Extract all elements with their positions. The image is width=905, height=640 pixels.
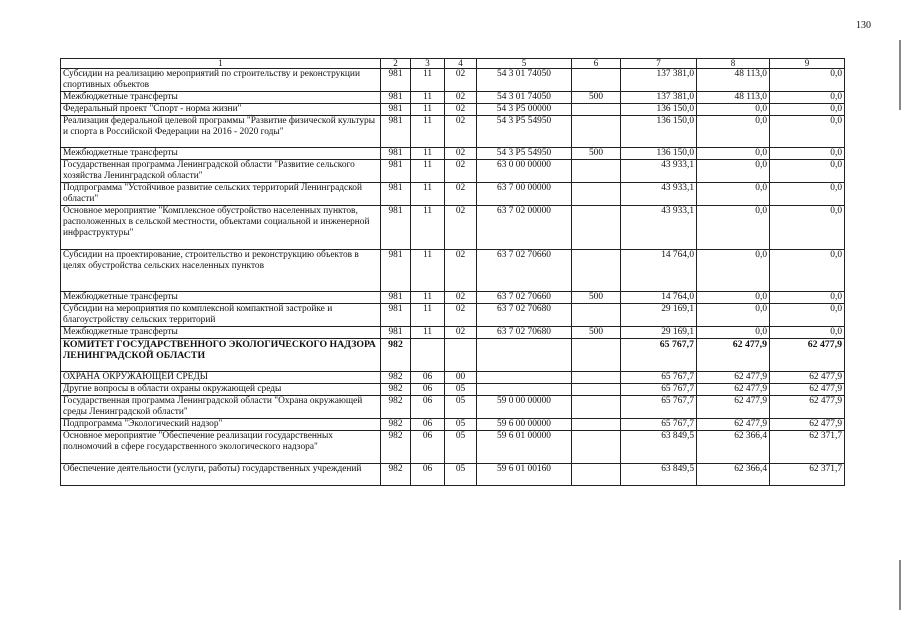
target-article-cell: 63 7 02 70680 <box>477 304 572 327</box>
target-article-cell: 59 6 01 00000 <box>477 431 572 464</box>
amount-col7-cell: 43 933,1 <box>621 183 697 206</box>
amount-col7-cell: 136 150,0 <box>621 148 697 160</box>
section-cell: 11 <box>411 104 445 116</box>
amount-col8-cell: 0,0 <box>697 327 770 339</box>
header-cell: 6 <box>572 59 621 69</box>
amount-col7-cell: 137 381,0 <box>621 92 697 104</box>
amount-col8-cell: 62 477,9 <box>697 372 770 384</box>
target-article-cell: 63 7 02 70660 <box>477 292 572 304</box>
expense-type-cell <box>572 384 621 396</box>
code-admin-cell: 982 <box>381 396 411 419</box>
table-row <box>61 372 845 384</box>
amount-col8-cell: 62 477,9 <box>697 396 770 419</box>
amount-col9-cell: 0,0 <box>770 206 845 250</box>
amount-col9-cell: 0,0 <box>770 69 845 92</box>
table-row <box>61 116 845 148</box>
target-article-cell: 63 7 02 70680 <box>477 327 572 339</box>
expense-type-cell: 500 <box>572 148 621 160</box>
amount-col9-cell: 62 371,7 <box>770 431 845 464</box>
subsection-cell <box>445 339 477 372</box>
subsection-cell: 02 <box>445 327 477 339</box>
subsection-cell: 02 <box>445 206 477 250</box>
amount-col7-cell: 65 767,7 <box>621 372 697 384</box>
page-number: 130 <box>856 20 871 31</box>
subsection-cell: 05 <box>445 396 477 419</box>
amount-col8-cell: 0,0 <box>697 160 770 183</box>
section-cell: 11 <box>411 250 445 292</box>
amount-col8-cell: 0,0 <box>697 292 770 304</box>
table-row <box>61 384 845 396</box>
section-cell: 11 <box>411 92 445 104</box>
amount-col7-cell: 63 849,5 <box>621 431 697 464</box>
row-name-cell: Субсидии на проектирование, строительство и реконструкцию объектов в целях обустройства сельских населенных пунктов <box>61 250 381 292</box>
target-article-cell <box>477 372 572 384</box>
amount-col8-cell: 0,0 <box>697 148 770 160</box>
expense-type-cell <box>572 396 621 419</box>
table-row <box>61 69 845 92</box>
section-cell: 11 <box>411 160 445 183</box>
code-admin-cell: 981 <box>381 206 411 250</box>
amount-col8-cell: 0,0 <box>697 116 770 148</box>
amount-col9-cell: 62 477,9 <box>770 372 845 384</box>
table-row <box>61 419 845 431</box>
target-article-cell: 54 3 01 74050 <box>477 69 572 92</box>
expense-type-cell <box>572 206 621 250</box>
scan-edge-mark <box>899 560 901 610</box>
section-cell: 11 <box>411 116 445 148</box>
target-article-cell: 59 6 00 00000 <box>477 419 572 431</box>
amount-col9-cell: 62 477,9 <box>770 384 845 396</box>
amount-col8-cell: 62 366,4 <box>697 431 770 464</box>
row-name-cell: Субсидии на реализацию мероприятий по строительству и реконструкции спортивных объектов <box>61 69 381 92</box>
target-article-cell: 63 7 02 70660 <box>477 250 572 292</box>
amount-col8-cell: 0,0 <box>697 104 770 116</box>
expense-type-cell: 500 <box>572 327 621 339</box>
target-article-cell: 54 3 P5 00000 <box>477 104 572 116</box>
section-cell: 11 <box>411 327 445 339</box>
section-cell: 11 <box>411 292 445 304</box>
section-cell: 06 <box>411 464 445 486</box>
table-row <box>61 160 845 183</box>
header-cell: 8 <box>697 59 770 69</box>
amount-col9-cell: 62 477,9 <box>770 396 845 419</box>
amount-col9-cell: 0,0 <box>770 304 845 327</box>
subsection-cell: 05 <box>445 464 477 486</box>
expense-type-cell <box>572 372 621 384</box>
target-article-cell: 63 7 00 00000 <box>477 183 572 206</box>
expense-type-cell <box>572 304 621 327</box>
expense-type-cell <box>572 160 621 183</box>
target-article-cell <box>477 339 572 372</box>
section-cell: 06 <box>411 419 445 431</box>
table-row <box>61 304 845 327</box>
target-article-cell: 54 3 P5 54950 <box>477 116 572 148</box>
table-row <box>61 92 845 104</box>
table-row <box>61 183 845 206</box>
amount-col9-cell: 0,0 <box>770 327 845 339</box>
code-admin-cell: 981 <box>381 183 411 206</box>
table-row <box>61 206 845 250</box>
amount-col9-cell: 62 477,9 <box>770 339 845 372</box>
amount-col8-cell: 0,0 <box>697 206 770 250</box>
amount-col7-cell: 29 169,1 <box>621 304 697 327</box>
target-article-cell: 54 3 P5 54950 <box>477 148 572 160</box>
target-article-cell <box>477 384 572 396</box>
row-name-cell: Государственная программа Ленинградской области "Охрана окружающей среды Ленинградской области" <box>61 396 381 419</box>
amount-col7-cell: 136 150,0 <box>621 116 697 148</box>
subsection-cell: 02 <box>445 160 477 183</box>
section-cell: 11 <box>411 69 445 92</box>
code-admin-cell: 982 <box>381 372 411 384</box>
expense-type-cell <box>572 464 621 486</box>
row-name-cell: Межбюджетные трансферты <box>61 292 381 304</box>
expense-type-cell <box>572 419 621 431</box>
code-admin-cell: 981 <box>381 327 411 339</box>
target-article-cell: 59 6 01 00160 <box>477 464 572 486</box>
expense-type-cell <box>572 339 621 372</box>
amount-col8-cell: 62 477,9 <box>697 339 770 372</box>
expense-type-cell <box>572 69 621 92</box>
target-article-cell: 59 0 00 00000 <box>477 396 572 419</box>
code-admin-cell: 981 <box>381 292 411 304</box>
table-row <box>61 464 845 486</box>
amount-col7-cell: 14 764,0 <box>621 250 697 292</box>
amount-col7-cell: 43 933,1 <box>621 160 697 183</box>
subsection-cell: 05 <box>445 384 477 396</box>
table-row <box>61 292 845 304</box>
amount-col7-cell: 63 849,5 <box>621 464 697 486</box>
amount-col8-cell: 62 477,9 <box>697 384 770 396</box>
amount-col7-cell: 65 767,7 <box>621 419 697 431</box>
amount-col9-cell: 0,0 <box>770 183 845 206</box>
subsection-cell: 05 <box>445 431 477 464</box>
code-admin-cell: 982 <box>381 464 411 486</box>
expense-type-cell <box>572 183 621 206</box>
section-cell: 11 <box>411 304 445 327</box>
amount-col9-cell: 0,0 <box>770 148 845 160</box>
row-name-cell: Реализация федеральной целевой программы "Развитие физической культуры и спорта в Российской Федерации на 2016 - 2020 годы" <box>61 116 381 148</box>
row-name-cell: Обеспечение деятельности (услуги, работы) государственных учреждений <box>61 464 381 486</box>
code-admin-cell: 982 <box>381 384 411 396</box>
amount-col9-cell: 0,0 <box>770 292 845 304</box>
section-cell: 11 <box>411 148 445 160</box>
subsection-cell: 02 <box>445 304 477 327</box>
row-name-cell: Подпрограмма "Устойчивое развитие сельских территорий Ленинградской области" <box>61 183 381 206</box>
subsection-cell: 02 <box>445 92 477 104</box>
target-article-cell: 54 3 01 74050 <box>477 92 572 104</box>
row-name-cell: Межбюджетные трансферты <box>61 327 381 339</box>
row-name-cell: КОМИТЕТ ГОСУДАРСТВЕННОГО ЭКОЛОГИЧЕСКОГО НАДЗОРА ЛЕНИНГРАДСКОЙ ОБЛАСТИ <box>61 339 381 372</box>
amount-col8-cell: 0,0 <box>697 183 770 206</box>
amount-col9-cell: 0,0 <box>770 92 845 104</box>
expense-type-cell: 500 <box>572 92 621 104</box>
header-cell: 3 <box>411 59 445 69</box>
amount-col8-cell: 0,0 <box>697 304 770 327</box>
table-row <box>61 339 845 372</box>
section-cell: 06 <box>411 372 445 384</box>
subsection-cell: 02 <box>445 69 477 92</box>
section-cell <box>411 339 445 372</box>
code-admin-cell: 981 <box>381 160 411 183</box>
amount-col8-cell: 62 366,4 <box>697 464 770 486</box>
subsection-cell: 00 <box>445 372 477 384</box>
subsection-cell: 02 <box>445 148 477 160</box>
row-name-cell: Государственная программа Ленинградской области "Развитие сельского хозяйства Ленинградской области" <box>61 160 381 183</box>
amount-col9-cell: 62 477,9 <box>770 419 845 431</box>
row-name-cell: Межбюджетные трансферты <box>61 148 381 160</box>
target-article-cell: 63 0 00 00000 <box>477 160 572 183</box>
amount-col8-cell: 62 477,9 <box>697 419 770 431</box>
expense-type-cell <box>572 431 621 464</box>
code-admin-cell: 981 <box>381 116 411 148</box>
table-row <box>61 396 845 419</box>
subsection-cell: 05 <box>445 419 477 431</box>
subsection-cell: 02 <box>445 250 477 292</box>
code-admin-cell: 982 <box>381 339 411 372</box>
subsection-cell: 02 <box>445 116 477 148</box>
subsection-cell: 02 <box>445 183 477 206</box>
subsection-cell: 02 <box>445 104 477 116</box>
header-cell: 4 <box>445 59 477 69</box>
amount-col7-cell: 136 150,0 <box>621 104 697 116</box>
table-row <box>61 148 845 160</box>
header-cell: 1 <box>61 59 381 69</box>
header-cell: 2 <box>381 59 411 69</box>
code-admin-cell: 981 <box>381 92 411 104</box>
amount-col9-cell: 0,0 <box>770 160 845 183</box>
row-name-cell: Субсидии на мероприятия по комплексной компактной застройке и благоустройству сельских территорий <box>61 304 381 327</box>
table-row <box>61 431 845 464</box>
code-admin-cell: 982 <box>381 431 411 464</box>
header-row <box>61 59 845 69</box>
row-name-cell: ОХРАНА ОКРУЖАЮЩЕЙ СРЕДЫ <box>61 372 381 384</box>
amount-col7-cell: 14 764,0 <box>621 292 697 304</box>
scan-edge-mark <box>899 40 901 110</box>
section-cell: 06 <box>411 396 445 419</box>
header-cell: 5 <box>477 59 572 69</box>
section-cell: 11 <box>411 183 445 206</box>
amount-col8-cell: 0,0 <box>697 250 770 292</box>
code-admin-cell: 981 <box>381 104 411 116</box>
table-row <box>61 327 845 339</box>
target-article-cell: 63 7 02 00000 <box>477 206 572 250</box>
table-row <box>61 104 845 116</box>
budget-table <box>60 58 845 486</box>
row-name-cell: Межбюджетные трансферты <box>61 92 381 104</box>
amount-col9-cell: 62 371,7 <box>770 464 845 486</box>
amount-col7-cell: 65 767,7 <box>621 384 697 396</box>
row-name-cell: Федеральный проект "Спорт - норма жизни" <box>61 104 381 116</box>
section-cell: 11 <box>411 206 445 250</box>
expense-type-cell <box>572 104 621 116</box>
row-name-cell: Основное мероприятие "Комплексное обустройство населенных пунктов, расположенных в сельской местности, объектами социальной и инженерной инфраструктуры" <box>61 206 381 250</box>
amount-col7-cell: 29 169,1 <box>621 327 697 339</box>
amount-col7-cell: 65 767,7 <box>621 339 697 372</box>
code-admin-cell: 981 <box>381 250 411 292</box>
section-cell: 06 <box>411 431 445 464</box>
row-name-cell: Другие вопросы в области охраны окружающей среды <box>61 384 381 396</box>
expense-type-cell <box>572 116 621 148</box>
amount-col9-cell: 0,0 <box>770 104 845 116</box>
expense-type-cell <box>572 250 621 292</box>
section-cell: 06 <box>411 384 445 396</box>
table-body <box>61 69 845 486</box>
code-admin-cell: 981 <box>381 148 411 160</box>
row-name-cell: Основное мероприятие "Обеспечение реализации государственных полномочий в сфере государственного экологического надзора" <box>61 431 381 464</box>
row-name-cell: Подпрограмма "Экологический надзор" <box>61 419 381 431</box>
amount-col7-cell: 137 381,0 <box>621 69 697 92</box>
table-row <box>61 250 845 292</box>
amount-col8-cell: 48 113,0 <box>697 92 770 104</box>
code-admin-cell: 981 <box>381 69 411 92</box>
code-admin-cell: 981 <box>381 304 411 327</box>
subsection-cell: 02 <box>445 292 477 304</box>
amount-col8-cell: 48 113,0 <box>697 69 770 92</box>
amount-col7-cell: 65 767,7 <box>621 396 697 419</box>
amount-col9-cell: 0,0 <box>770 250 845 292</box>
header-cell: 7 <box>621 59 697 69</box>
amount-col9-cell: 0,0 <box>770 116 845 148</box>
code-admin-cell: 982 <box>381 419 411 431</box>
expense-type-cell: 500 <box>572 292 621 304</box>
header-cell: 9 <box>770 59 845 69</box>
amount-col7-cell: 43 933,1 <box>621 206 697 250</box>
